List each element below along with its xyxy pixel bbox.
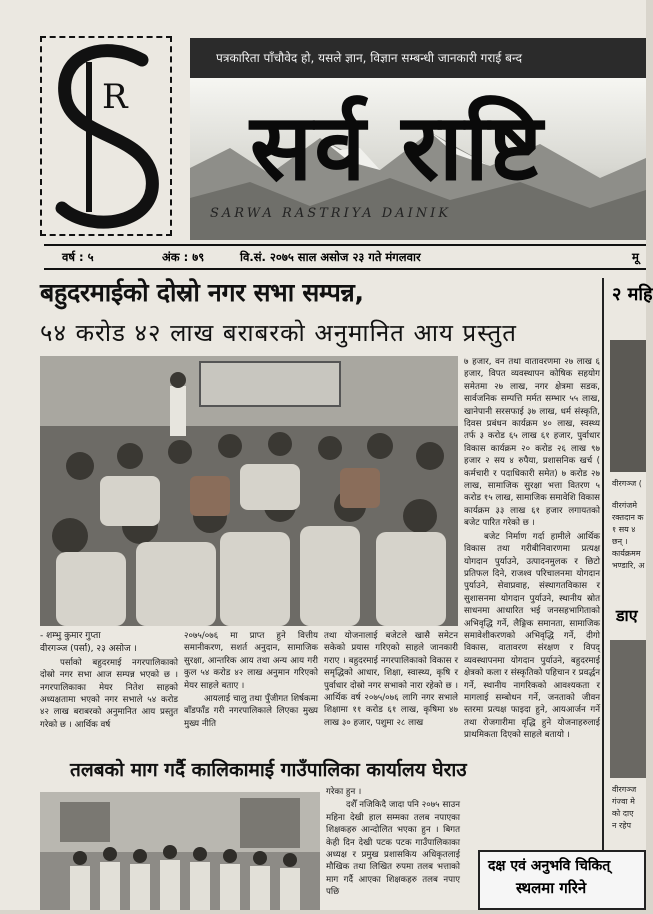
dateline-place: वीरगञ्ज (पर्सा), २३ असोज । — [40, 644, 137, 655]
sidebar-line: रक्तदान क — [612, 513, 644, 522]
sidebar-text — [612, 478, 646, 572]
sidebar-line: वीरगंजमे — [612, 501, 638, 510]
advertisement-box — [478, 850, 646, 910]
paragraph: आयलाई चालु तथा पुँजीगत शिर्षकमा बाँडफाँड गरी नगरपालिकाले लिएका मुख्य मुख्य नीति — [184, 694, 318, 729]
paragraph: २०७५/०७६ मा प्राप्त हुने वित्तीय समानीकरण, सशर्त अनुदान, सामाजिक सुरक्षा, आन्तरिक आय तथा अन्य आय गरी कुल ५४ करोड ४२ लाख अनुमान गरिएको मेयर साहले बताए । — [184, 631, 318, 691]
sidebar-line: न रहेप — [612, 821, 632, 830]
sr-logo — [40, 36, 172, 236]
sidebar-line: छन् । — [612, 537, 628, 546]
masthead-banner — [190, 78, 646, 240]
paragraph: पर्साको बहुदरमाई नगरपालिकाको दोस्रो नगर सभा आज सम्पन्न भएको छ । नगरपालिकाका मेयर नितेश साहको अध्यक्षतामा भएको नगर सभाले ५४ करोड ४२ लाख बराबरको अनुमानित आय प्रस्तुत गरेको छ । आर्थिक वर्ष — [40, 657, 178, 730]
town-council-photo — [40, 356, 458, 626]
lead-headline: बहुदरमाईको दोस्रो नगर सभा सम्पन्न, — [40, 278, 364, 307]
lead-col-2 — [184, 630, 318, 752]
ad-line-1: दक्ष एवं अनुभवि चिकित् — [488, 858, 611, 874]
paragraph: बजेट निर्माण गर्दा हामीले आर्थिक विकास तथा गरीबीनिवारणमा प्रत्यक्ष योगदान पुर्याउने, उत्पादनमुलक र छिटो प्रतिफल दिने, राजश्व परिचालनमा योगदान पुर्याउने, सेवाप्रवाह, संस्थागतविकास र सुशासनमा योगदान पुर्याउने, स्थानीय स्रोत साधनमा आधारित भई जनसहभागिताको अभिवृद्धि गर्ने, लैङ्गिक समानता, सामाजिक समावेशीकरणको अभिवृद्धि गर्ने, दीगो विकास, वातावरण संरक्षण र विपद् व्यवस्थापनमा योगदान पुर्याउने, बहुदरमाई क्षेत्रको कला र संस्कृतिको पहिचान र प्रवर्द्धन गर्ने, स्थानीय नागरिकको आवश्यकता र मागलाई सम्बोधन गर्ने, जनताको जीवन स्तरमा प्रत्यक्ष फाइदा हुने, आयआर्जन गर्ने तथा रोजगारीमा वृद्धि हुने योजनाहरुलाई प्राथमिकता दिएको साहले बतायो । — [464, 531, 600, 741]
svg-text:R: R — [102, 77, 128, 117]
sidebar-line: वीरगञ्ज ( — [612, 479, 642, 488]
lead-col-1 — [40, 630, 178, 752]
protest-photo — [40, 792, 320, 910]
sidebar-line: वीरगञ्ज — [612, 785, 637, 794]
dateline-bar — [44, 244, 646, 270]
masthead-subtitle: SARWA RASTRIYA DAINIK — [210, 206, 451, 221]
lead-col-3 — [324, 630, 458, 752]
lead-subhead: ५४ करोड ४२ लाख बराबरको अनुमानित आय प्रस्तुत — [40, 319, 517, 347]
paragraph: गरेका हुन । — [326, 787, 362, 797]
volume-label: वर्ष : ५ — [62, 250, 94, 264]
sidebar-line: को दाए — [612, 809, 634, 818]
paragraph: ७ हजार, वन तथा वातावरणमा २७ लाख ६ हजार, विपत व्यवस्थापन कोषिक सहयोग समेतमा २७ लाख, नगर क्षेत्रमा सडक, सार्वजनिक सम्पत्ति मर्मत सम्भार ५५ लाख, खानेपानी सरसफाई ३७ लाख, धर्म संस्कृति, दिवस प्रबंधन कार्यक्रम ४० लाख, स्वस्थ्य तर्फ ३ करोड ६५ लाख ६१ हजार, पुर्वाधार विकास कार्यक्रम २० करोड २६ लाख ९७ हजार २ सय ४ रुपैया, प्रशासनिक खर्च ( कर्मचारी र पदाधिकारी समेत) ७ करोड २७ लाख, सामाजिक सुरक्षा भत्ता वितरण ५ करोड १५ लाख, सामाजिक समावेशि विकास कार्यक्रम ३३ लाख ६१ हजार लगायतको बजेट पारित गरेको छ । — [464, 357, 600, 529]
sidebar-photo-2 — [610, 640, 646, 778]
sidebar-line: भण्डारि, अ — [612, 561, 645, 570]
column-divider — [602, 278, 604, 910]
sidebar-line: गंज्वा मे — [612, 797, 635, 806]
sidebar-line: कार्यक्रमम — [612, 549, 641, 558]
paragraph: तथा योजनालाई बजेटले खासै समेटन सकेको प्रयास गरिएको साहले जानकारी गराए । बहुदरमाई नगरपालिकाको विकास र समृद्धिको आधार, शिक्षा, स्वास्थ्य, कृषि र पुर्वाधार दोस्रो नगर सभाको नारा रहेको छ । आर्थिक वर्ष २०७५/०७६ लागि नगर सभाले शिक्षामा ११ करोड ६१ लाख, कृषिमा ४७ लाख ३० हजार, पशुमा २८ लाख — [324, 631, 458, 728]
sidebar-text-2 — [612, 784, 646, 832]
date-label: वि.सं. २०७५ साल असोज २३ गते मंगलवार — [240, 250, 421, 264]
sidebar-line: १ सय ४ — [612, 525, 636, 534]
sidebar-photo — [610, 340, 646, 472]
price-label: मू — [632, 250, 639, 264]
masthead-title: सर्व राष्टि — [250, 93, 545, 201]
second-headline: तलबको माग गर्दै कालिकामाई गाउँपालिका कार्यालय घेराउ — [70, 759, 467, 781]
ad-line-2: स्थलमा गरिने — [516, 879, 587, 897]
byline: - शम्भु कुमार गुप्ता — [40, 631, 101, 641]
sidebar-headline-2: डाए — [616, 606, 638, 625]
masthead-tagline: पत्रकारिता पाँचौवेद हो, यसले ज्ञान, विज्ञान सम्बन्धी जानकारी गराई बन्द — [190, 38, 646, 78]
issue-label: अंक : ७९ — [162, 250, 205, 264]
paragraph: दशैँ नजिकिदै जादा पनि २०७५ साउन महिना देखी हाल सम्मका तलब नपाएका शिक्षकहरु आन्दोलित भएका हुन । बिगत केही दिन देखी पटक पटक गाउँपालिकाका अध्यक्ष र प्रमुख प्रशासकिय अधिकृतलाई मौखिक तथा लिखित रुपमा तलब भत्ताको माग गर्दै आएका शिक्षकहरु तलब नपाए पछि — [326, 800, 460, 898]
second-story-column — [326, 786, 460, 910]
lead-right-column — [464, 356, 600, 846]
sidebar-headline: २ महि — [612, 284, 653, 305]
